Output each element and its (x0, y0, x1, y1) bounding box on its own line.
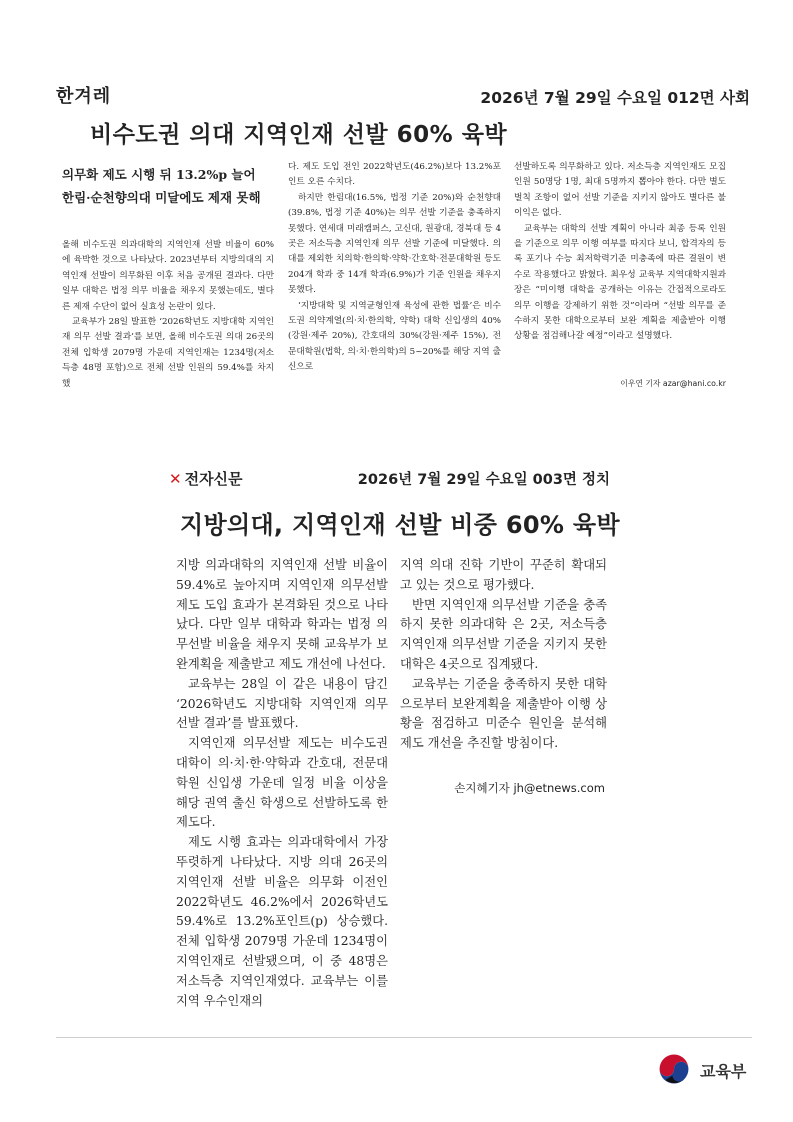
article1-subtitle (62, 163, 272, 209)
article2-byline: 손지혜기자 jh@etnews.com (454, 781, 605, 795)
article2-dateline: 2026년 7월 29일 수요일 003면 정치 (357, 472, 610, 488)
article2-column-1 (176, 556, 388, 1011)
article1-subtitle-line: 한림·순천향의대 미달에도 제재 못해 (62, 190, 261, 205)
paragraph: 올해 비수도권 의과대학의 지역인재 선발 비율이 60%에 육박한 것으로 나타났다. 2023년부터 지방의대의 지역인재 선발이 의무화된 이후 처음 공개된 결과다. 다만 일부 대학은 법정 의무 비율을 채우지 못했는데도, 별다른 제재 수단이 없어 실효성 논란이 있다. (62, 240, 274, 312)
ministry-name: 교육부 (700, 1062, 747, 1081)
newspaper-name: 전자신문 (184, 470, 243, 488)
footer-divider (56, 1037, 752, 1038)
article1-column-2 (288, 160, 501, 376)
paragraph: 선발하도록 의무화하고 있다. 저소득층 지역인재도 모집인원 50명당 1명, 최대 5명까지 뽑아야 한다. 다만 별도 벌칙 조항이 없어 선발 기준을 지키지 않아도 별다른 불이익은 없다. (514, 162, 726, 219)
article2-title: 지방의대, 지역인재 선발 비중 60% 육박 (180, 511, 620, 539)
article1-byline: 이우연 기자 azar@hani.co.kr (620, 379, 726, 388)
paragraph: 교육부는 대학의 선발 계획이 아니라 최종 등록 인원을 기준으로 의무 이행 여부를 따지다 보니, 합격자의 등록 포기나 수능 최저학력기준 미충족에 따른 결원이 변수로 작용했다고 밝혔다. 최우성 교육부 지역대학지원과장은 “미이행 대학을 공개하는 이유는 간접적으로라도 의무 이행을 강제하기 위한 것”이라며 “선발 의무를 준수하지 못한 대학으로부터 보완 계획을 제출받아 이행 상황을 점검해나갈 예정”이라고 설명했다. (514, 223, 726, 342)
paragraph: 다. 제도 도입 전인 2022학년도(46.2%)보다 13.2%포인트 오른 수치다. (288, 162, 501, 188)
article1-dateline: 2026년 7월 29일 수요일 012면 사회 (480, 89, 750, 107)
paragraph: ‘지방대학 및 지역균형인재 육성에 관한 법률’은 비수도권 의약계열(의·치·한의학, 약학) 대학 신입생의 40%(강원·제주 20%), 간호대의 30%(강원·제주 15%), 전문대학원(법학, 의·치·한의학)의 5~20%를 해당 지역 출신으로 (288, 300, 501, 373)
etnews-mark-icon: ✕ (169, 470, 182, 488)
newspaper-logo-hankyoreh: 한겨레 (56, 86, 112, 107)
paragraph: 교육부는 기준을 충족하지 못한 대학으로부터 보완계획을 제출받아 이행 상황을 점검하고 미준수 원인을 분석해 제도 개선을 추진할 방침이다. (400, 676, 607, 751)
article1-column-1 (62, 238, 274, 392)
paragraph: 제도 시행 효과는 의과대학에서 가장 뚜렷하게 나타났다. 지방 의대 26곳의 지역인재 선발 비율은 의무화 이전인 2022학년도 46.2%에서 2026학년도 59.4%로 13.2%포인트(p) 상승했다. 전체 입학생 2079명 가운데 1234명이 지역인재로 선발됐으며, 이 중 48명은 저소득층 지역인재였다. 교육부는 이를 지역 우수인재의 (176, 835, 388, 1008)
article1-column-3 (514, 160, 726, 345)
paragraph: 하지만 한림대(16.5%, 법정 기준 20%)와 순천향대(39.8%, 법정 기준 40%)는 의무 선발 기준을 충족하지 못했다. 연세대 미래캠퍼스, 고신대, 원광대, 경북대 등 4곳은 저소득층 지역인재 의무 선발 기준에 미달했다. 의대를 제외한 치의학·한의학·약학·간호학·전문대학원 등도 204개 학과 중 14개 학과(6.9%)가 기준 인원을 채우지 못했다. (288, 192, 501, 296)
article1-title: 비수도권 의대 지역인재 선발 60% 육박 (90, 122, 508, 148)
paragraph: 지역 의대 진학 기반이 꾸준히 확대되고 있는 것으로 평가했다. (400, 558, 607, 592)
paragraph: 지역인재 의무선발 제도는 비수도권 대학이 의·치·한·약학과 간호대, 전문대학원 신입생 가운데 일정 비율 이상을 해당 권역 출신 학생으로 선발하도록 한 제도다. (176, 736, 388, 830)
taegeuk-emblem-icon (657, 1052, 691, 1086)
article2-column-2 (400, 556, 607, 754)
article1-subtitle-line: 의무화 제도 시행 뒤 13.2%p 늘어 (62, 167, 256, 182)
paragraph: 지방 의과대학의 지역인재 선발 비율이 59.4%로 높아지며 지역인재 의무선발 제도 도입 효과가 본격화된 것으로 나타났다. 다만 일부 대학과 학과는 법정 의무선발 비율을 채우지 못해 교육부가 보완계획을 제출받고 제도 개선에 나선다. (176, 558, 388, 671)
paragraph: 반면 지역인재 의무선발 기준을 충족하지 못한 의과대학 은 2곳, 저소득층 지역인재 의무선발 기준을 지키지 못한 대학은 4곳으로 집계됐다. (400, 597, 607, 671)
newspaper-logo-etnews (169, 468, 243, 489)
paragraph: 교육부는 28일 이 같은 내용이 담긴 ‘2026학년도 지방대학 지역인재 의무선발 결과’를 발표했다. (176, 676, 388, 731)
paragraph: 교육부가 28일 발표한 ‘2026학년도 지방대학 지역인재 의무 선발 결과’를 보면, 올해 비수도권 의대 26곳의 전체 입학생 2079명 가운데 지역인재는 1234명(저소득층 48명 포함)으로 전체 선발 인원의 59.4%를 차지했 (62, 317, 274, 389)
